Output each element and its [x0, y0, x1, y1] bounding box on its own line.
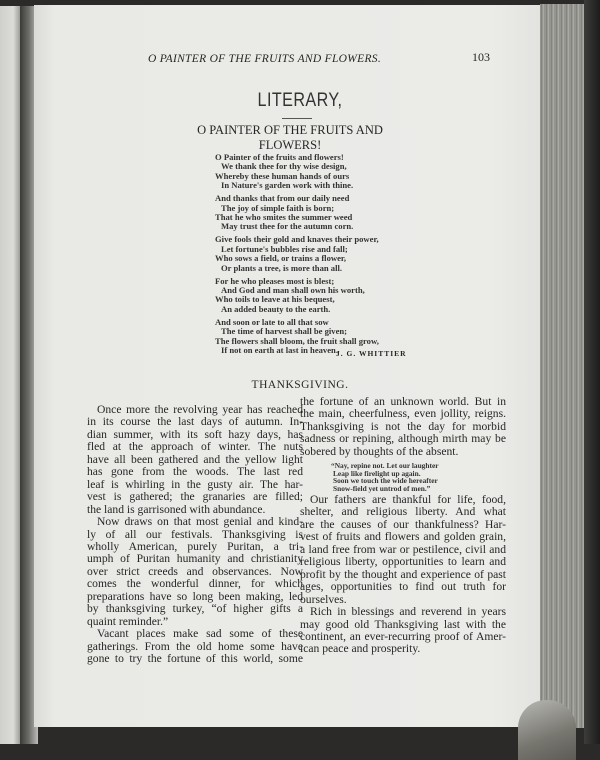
text-line: vest is gathered; the granaries are filled; — [87, 490, 303, 504]
page-edges — [540, 4, 586, 728]
text-line: dian summer, with its soft hazy days, has — [87, 427, 303, 441]
text-line: preparations have so long been making, led — [87, 589, 303, 603]
text-line: the land is garrisoned with abundance. — [87, 502, 266, 516]
text-line: gone to try the fortune of this world, some — [87, 652, 303, 666]
quote-line: “Nay, repine not. Let our laughter — [331, 461, 439, 470]
poem-stanza — [215, 194, 379, 232]
quote-line: Leap like firelight up again. — [333, 468, 421, 478]
poem-title — [150, 123, 430, 153]
text-line: Now draws on that most genial and kind- — [97, 515, 303, 529]
text-line: the fortune of an unknown world. But in — [300, 395, 506, 408]
poem-line: We thank thee for thy wise design, — [221, 161, 347, 172]
poem-line: The joy of simple faith is born; — [221, 202, 335, 213]
poem-line: If not on earth at last in heaven. — [221, 345, 338, 356]
poem-line: O Painter of the fruits and flowers! — [215, 152, 344, 162]
block-quote — [333, 462, 439, 492]
text-line: sobered by thoughts of the absent. — [300, 444, 459, 458]
poem-line: Whereby these human hands of ours — [215, 170, 350, 181]
poem-title-line: FLOWERS! — [258, 138, 322, 152]
poem-line: Who sows a field, or trains a flower, — [215, 253, 347, 264]
poem-title-line: O PAINTER OF THE FRUITS AND — [197, 123, 383, 137]
text-line: ages, opportunities to find out truth for — [300, 580, 506, 594]
poem-line: Give fools their gold and knaves their power, — [215, 234, 379, 245]
poem-line: And soon or late to all that sow — [215, 316, 329, 327]
text-line: may good old Thanksgiving last with the — [300, 617, 506, 631]
poem-stanza — [215, 235, 379, 273]
text-line: ly of all our festivals. Thanksgiving is — [87, 527, 303, 541]
poem-line: In Nature's garden work with thine. — [221, 180, 354, 191]
text-line: vest of fruits and flowers and golden grain, — [300, 530, 506, 544]
text-line: sadness or repining, although mirth may be — [300, 432, 506, 446]
book-cover-edge — [584, 0, 600, 744]
poem-line: Or plants a tree, is more than all. — [221, 262, 343, 273]
poem-line: And thanks that from our daily need — [215, 193, 350, 204]
section-heading: LITERARY, — [257, 90, 343, 111]
poem-line: May trust thee for the autumn corn. — [221, 221, 354, 232]
text-line: a land free from war or pestilence, civil and — [300, 542, 506, 556]
poem-line: And God and man shall own his worth, — [221, 285, 365, 296]
text-line: ican peace and prosperity. — [300, 642, 421, 656]
poem-line: Who toils to leave at his bequest, — [215, 294, 335, 305]
text-line: Rich in blessings and reverend in years — [310, 605, 506, 619]
text-line: over strict creeds and observances. Now — [87, 564, 303, 578]
thumb — [518, 700, 576, 760]
poem-author: J. G. WHITTIER — [336, 349, 407, 358]
right-column-bottom — [300, 494, 506, 656]
text-line: leaf is whirling in the gusty air. The har- — [87, 477, 303, 491]
poem-line: The flowers shall bloom, the fruit shall grow, — [215, 335, 379, 346]
heading-rule — [282, 118, 312, 119]
text-line: ourselves. — [300, 592, 347, 606]
left-column — [87, 404, 303, 666]
right-column-top — [300, 396, 506, 458]
poem-line: That he who smites the summer weed — [215, 212, 353, 223]
poem-body — [215, 153, 379, 359]
text-line: in its course the last days of autumn. In- — [87, 415, 303, 429]
poem-line: The time of harvest shall be given; — [221, 326, 348, 337]
text-line: fled at the approach of winter. The nuts — [87, 440, 303, 454]
text-line: comes the wonderful dinner, for which — [87, 577, 303, 591]
poem-line: An added beauty to the earth. — [221, 303, 331, 314]
text-line: has gone from the woods. The last red — [87, 465, 303, 479]
text-line: have all been gathered and the yellow light — [87, 452, 303, 466]
text-line: umph of Puritan humanity and christianity — [87, 552, 303, 566]
text-line: Our fathers are thankful for life, food, — [310, 493, 506, 506]
facing-page-edge — [0, 6, 22, 744]
poem-line: For he who pleases most is blest; — [215, 275, 335, 286]
article-title: THANKSGIVING. — [251, 379, 349, 391]
text-line: are the causes of our thankfulness? Har- — [300, 517, 506, 531]
text-line: quaint reminder.” — [87, 614, 169, 628]
quote-line: Soon we touch the wide hereafter — [333, 476, 438, 486]
poem-stanza — [215, 277, 379, 315]
page-number: 103 — [472, 50, 490, 64]
poem-stanza — [215, 153, 379, 191]
quote-line: Snow-field yet untrod of men.” — [333, 483, 431, 493]
text-line: gatherings. From the old home some have — [87, 639, 303, 653]
text-line: continent, an ever-recurring proof of Amer- — [300, 629, 506, 643]
running-header: O PAINTER OF THE FRUITS AND FLOWERS. — [148, 53, 382, 65]
text-line: profit by the thought and experience of past — [300, 567, 506, 581]
text-line: shelter, and religious liberty. And what — [300, 505, 506, 519]
text-line: wholly American, purely Puritan, a tri- — [87, 539, 303, 553]
text-line: religious liberty, opportunities to learn and — [300, 555, 506, 569]
text-line: Once more the revolving year has reached — [97, 403, 303, 416]
poem-line: Let fortune's bubbles rise and fall; — [221, 243, 348, 254]
text-line: Vacant places make sad some of these — [97, 627, 303, 641]
text-line: Thanksgiving is not the day for morbid — [300, 419, 506, 433]
text-line: by thanksgiving turkey, “of higher gifts a — [87, 602, 303, 616]
text-line: the main, cheerfulness, even jollity, reigns. — [300, 407, 506, 421]
